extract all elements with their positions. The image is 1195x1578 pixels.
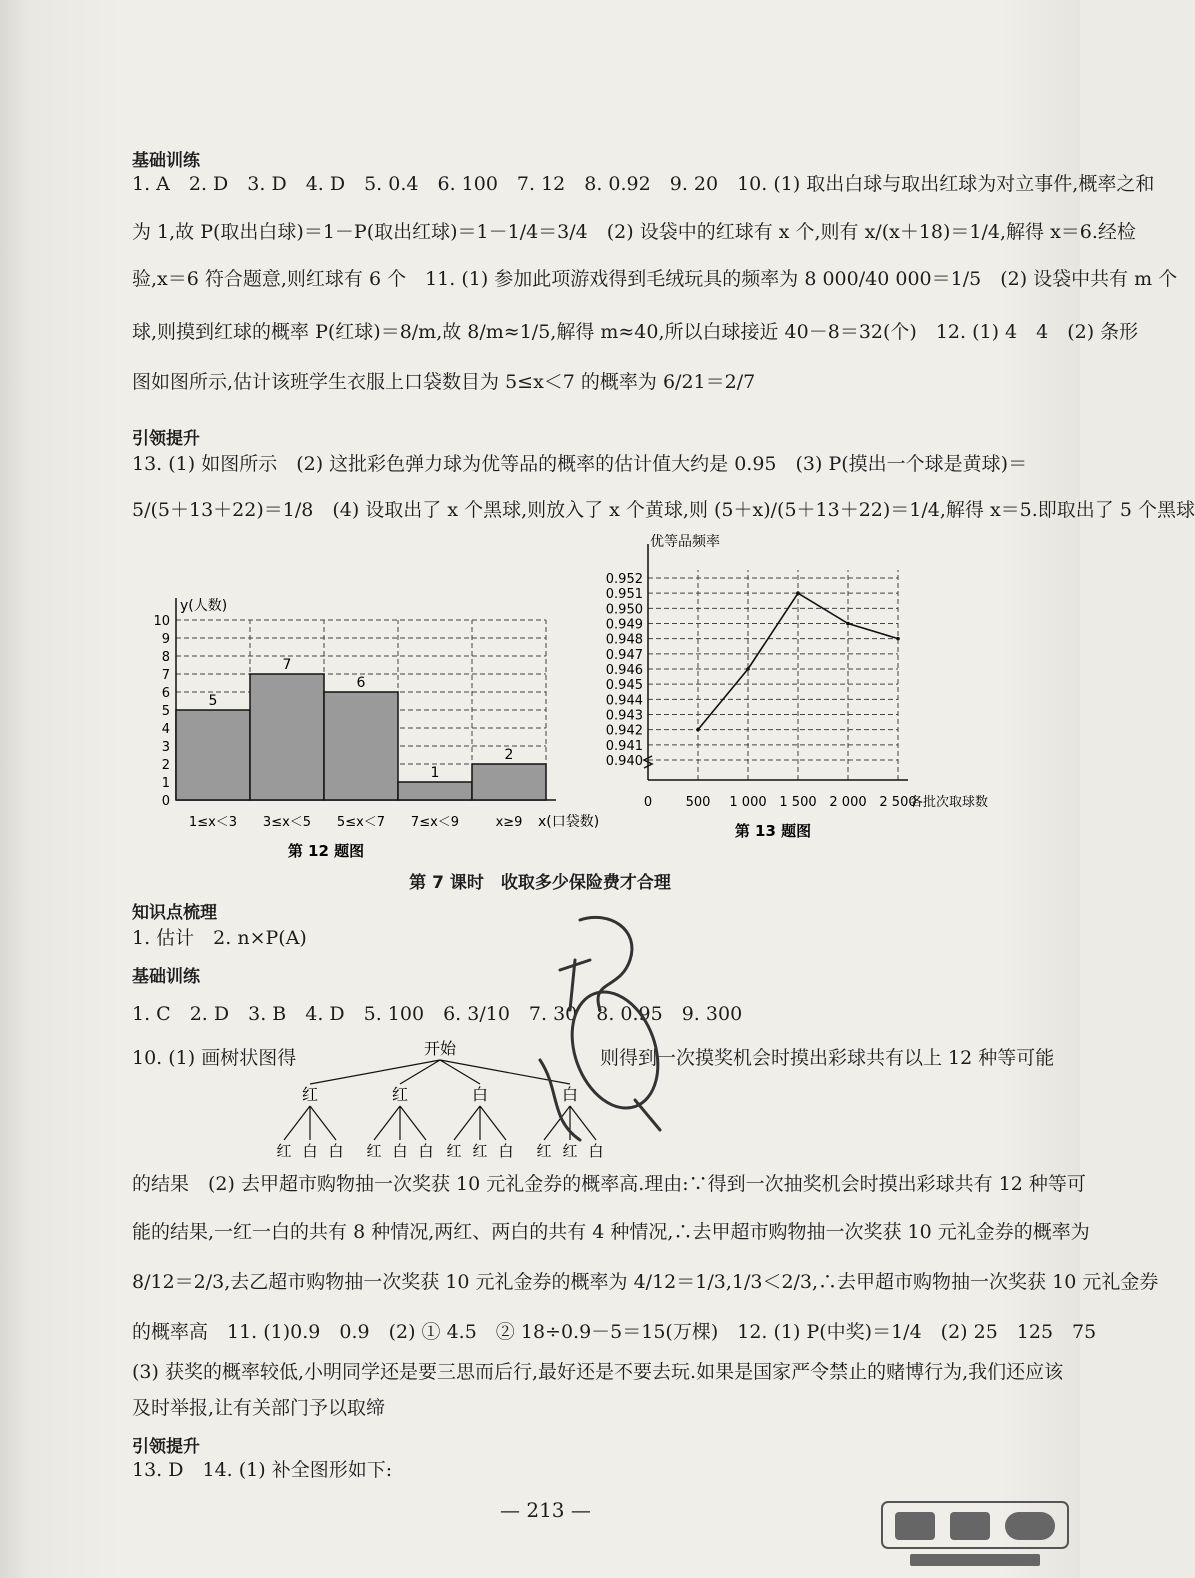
bar-value-label: 7: [282, 657, 292, 673]
text-line: (3) 获奖的概率较低,小明同学还是要三思而后行,最好还是不要去玩.如果是国家严令禁止的赌博行为,我们还应该: [132, 1361, 1064, 1383]
y-tick-label: 6: [161, 686, 170, 701]
tree-node-level2: 红: [366, 1142, 382, 1160]
data-point: [846, 622, 850, 626]
tree-node-level2: 红: [472, 1142, 488, 1160]
x-tick-label: 1 500: [779, 795, 817, 810]
text-line: 1. A 2. D 3. D 4. D 5. 0.4 6. 100 7. 12 8. 0.92 9. 20 10. (1) 取出白球与取出红球为对立事件,概率之和: [132, 173, 1155, 195]
y-axis-label: y(人数): [180, 598, 228, 614]
y-tick-label: 3: [161, 740, 170, 755]
tree-node-level2: 红: [446, 1142, 462, 1160]
text-line: 13. D 14. (1) 补全图形如下:: [132, 1459, 393, 1481]
y-tick-label: 0.943: [605, 708, 643, 724]
heading-lead-up-2: 引领提升: [132, 1437, 200, 1457]
text-line: 能的结果,一红一白的共有 8 种情况,两红、两白的共有 4 种情况,∴去甲超市购物抽一次奖获 10 元礼金券的概率为: [132, 1221, 1090, 1243]
y-tick-label: 0.944: [605, 693, 643, 709]
axis-break-icon: [644, 756, 652, 768]
tree-branch: [310, 1106, 336, 1140]
data-point: [746, 667, 750, 671]
text-line: 1. 估计 2. n×P(A): [132, 927, 307, 949]
x-tick-label: 5≤x＜7: [336, 815, 386, 830]
bar: [176, 710, 250, 800]
y-tick-label: 0.940: [605, 754, 643, 769]
text-line: 5/(5＋13＋22)＝1/8 (4) 设取出了 x 个黑球,则放入了 x 个黄球,则 (5＋x)/(5＋13＋22)＝1/4,解得 x＝5.即取出了 5 个黑球: [132, 499, 1195, 521]
tree-node-level2: 白: [418, 1142, 434, 1160]
y-tick-label: 4: [161, 722, 170, 737]
text-line: 的概率高 11. (1)0.9 0.9 (2) ① 4.5 ② 18÷0.9－5＝15(万棵) 12. (1) P(中奖)＝1/4 (2) 25 125 75: [132, 1321, 1097, 1343]
bar-value-label: 2: [504, 747, 514, 763]
y-tick-label: 0.952: [605, 572, 643, 587]
chart-caption: 第 13 题图: [734, 822, 812, 840]
x-tick-label: 2 500: [879, 795, 917, 810]
data-point: [796, 591, 800, 595]
section-title: 第 7 课时 收取多少保险费才合理: [409, 873, 671, 893]
data-point: [896, 637, 900, 641]
x-tick-label: 1≤x＜3: [188, 815, 238, 830]
text-line: 验,x＝6 符合题意,则红球有 6 个 11. (1) 参加此项游戏得到毛绒玩具的频率为 8 000/40 000＝1/5 (2) 设袋中共有 m 个: [132, 268, 1178, 290]
x-tick-label: 7≤x＜9: [410, 815, 460, 830]
x-tick-label: x≥9: [495, 815, 523, 830]
tree-node-level2: 白: [588, 1142, 604, 1160]
tree-node-level1: 白: [561, 1085, 579, 1104]
data-line: [698, 593, 898, 730]
x-tick-label: 1 000: [729, 795, 767, 810]
tree-node-level1: 红: [391, 1085, 409, 1104]
tree-node-level2: 红: [562, 1142, 578, 1160]
chart-caption: 第 12 题图: [287, 842, 365, 860]
watermark-stamp: [520, 900, 680, 1160]
data-point: [696, 728, 700, 732]
bar: [324, 692, 398, 800]
text-line: 球,则摸到红球的概率 P(红球)＝8/m,故 8/m≈1/5,解得 m≈40,所以白球接近 40－8＝32(个) 12. (1) 4 4 (2) 条形: [132, 321, 1139, 343]
tree-branch: [374, 1106, 400, 1140]
bar-chart-q12: [140, 590, 600, 860]
text-line: 及时举报,让有关部门予以取缔: [132, 1397, 386, 1419]
x-axis-label: x(口袋数): [538, 814, 600, 830]
tree-node-level2: 红: [536, 1142, 552, 1160]
bar: [398, 782, 472, 800]
y-tick-label: 0.950: [605, 602, 643, 618]
x-axis-label: 各批次取球数: [910, 795, 989, 810]
tree-node-level1: 红: [301, 1085, 319, 1104]
tree-branch: [284, 1106, 310, 1140]
tree-branch: [454, 1106, 480, 1140]
y-tick-label: 0.948: [605, 632, 643, 648]
text-line: 13. (1) 如图所示 (2) 这批彩色弹力球为优等品的概率的估计值大约是 0.95 (3) P(摸出一个球是黄球)＝: [132, 453, 1028, 475]
tree-node-level2: 红: [276, 1142, 292, 1160]
bar-value-label: 5: [208, 693, 218, 709]
heading-knowledge: 知识点梳理: [132, 903, 217, 923]
heading-lead-up: 引领提升: [132, 429, 200, 449]
tree-branch: [480, 1106, 506, 1140]
text-line: 8/12＝2/3,去乙超市购物抽一次奖获 10 元礼金券的概率为 4/12＝1/3,1/3＜2/3,∴去甲超市购物抽一次奖获 10 元礼金券: [132, 1271, 1159, 1293]
x-tick-label: 0: [643, 795, 653, 810]
x-tick-label: 3≤x＜5: [262, 815, 312, 830]
site-logo: [880, 1500, 1070, 1570]
bar-value-label: 6: [356, 675, 366, 691]
y-tick-label: 0: [161, 794, 170, 809]
bar-value-label: 1: [430, 765, 440, 781]
text-line: 的结果 (2) 去甲超市购物抽一次奖获 10 元礼金券的概率高.理由:∵得到一次抽奖机会时摸出彩球共有 12 种等可: [132, 1173, 1086, 1195]
heading-basic-training: 基础训练: [132, 151, 200, 171]
bar: [472, 764, 546, 800]
tree-node-level2: 白: [302, 1142, 318, 1160]
y-tick-label: 0.947: [605, 647, 643, 663]
tree-node-level2: 白: [392, 1142, 408, 1160]
x-tick-label: 500: [685, 795, 711, 810]
y-tick-label: 1: [161, 776, 170, 791]
x-tick-label: 2 000: [829, 795, 867, 810]
text-line: 则得到一次摸奖机会时摸出彩球共有以上 12 种等可能: [600, 1047, 1055, 1069]
tree-root: 开始: [423, 1039, 457, 1058]
y-tick-label: 0.945: [605, 678, 643, 694]
tree-node-level1: 白: [471, 1085, 489, 1104]
y-tick-label: 0.946: [605, 663, 643, 678]
y-tick-label: 9: [161, 632, 170, 647]
tree-node-level2: 白: [328, 1142, 344, 1160]
y-tick-label: 7: [161, 668, 170, 683]
y-tick-label: 5: [161, 704, 170, 719]
text-line: 图如图所示,估计该班学生衣服上口袋数目为 5≤x＜7 的概率为 6/21＝2/7: [132, 371, 756, 393]
text-line: 为 1,故 P(取出白球)＝1－P(取出红球)＝1－1/4＝3/4 (2) 设袋中的红球有 x 个,则有 x/(x＋18)＝1/4,解得 x＝6.经检: [132, 221, 1136, 243]
y-axis-label: 优等品频率: [650, 534, 720, 550]
y-tick-label: 8: [161, 650, 170, 665]
y-tick-label: 0.949: [605, 617, 643, 633]
y-tick-label: 0.942: [605, 723, 643, 739]
tree-branch: [400, 1106, 426, 1140]
text-line: 10. (1) 画树状图得: [132, 1047, 297, 1069]
page-number: — 213 —: [500, 1498, 591, 1522]
tree-node-level2: 白: [498, 1142, 514, 1160]
heading-basic-training-2: 基础训练: [132, 967, 200, 987]
y-tick-label: 0.951: [605, 587, 643, 603]
y-tick-label: 10: [153, 614, 170, 629]
y-tick-label: 0.941: [605, 738, 643, 754]
line-chart-q13: [590, 530, 1020, 860]
text-line: 1. C 2. D 3. B 4. D 5. 100 6. 3/10 7. 30 8. 0.95 9. 300: [132, 1003, 743, 1025]
bar: [250, 674, 324, 800]
y-tick-label: 2: [161, 758, 170, 773]
